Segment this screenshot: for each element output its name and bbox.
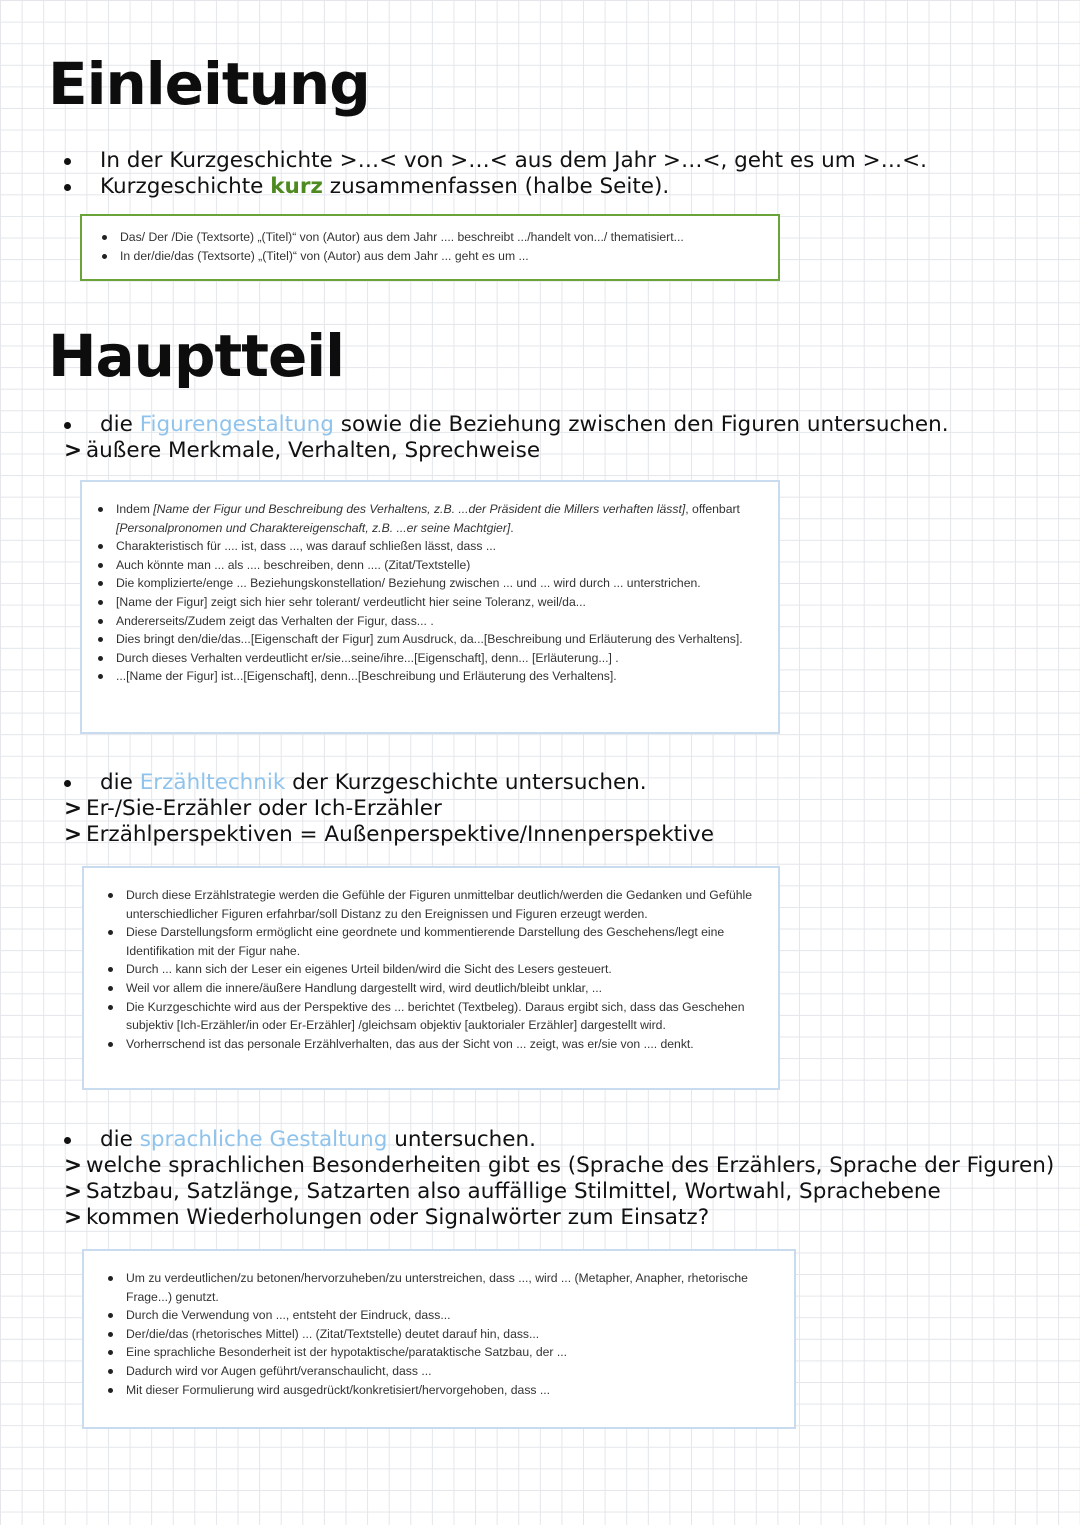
arrow-item: > welche sprachlichen Besonderheiten gibt es (Sprache des Erzählers, Sprache der Figuren) [50, 1153, 1054, 1179]
erzaehl-notes [50, 770, 714, 848]
phrase-item: In der/die/das (Textsorte) „(Titel)“ von (Autor) aus dem Jahr ... geht es um ... [120, 247, 766, 266]
heading-einleitung: Einleitung [48, 50, 370, 118]
phrase-item: Indem [Name der Figur und Beschreibung des Verhaltens, z.B. ...der Präsident die Millers verhaften lässt], offenbart [Personalpronomen und Charaktereigenschaft, z.B. ...er seine Machtgier]. [116, 500, 762, 537]
phrase-item: ...[Name der Figur] ist...[Eigenschaft], denn...[Beschreibung und Erläuterung des Verhaltens]. [116, 667, 762, 686]
erzaehl-phrase-box [82, 866, 780, 1090]
phrase-list [116, 500, 762, 686]
phrase-item: Charakteristisch für .... ist, dass ..., was darauf schließen lässt, dass ... [116, 537, 762, 556]
phrase-item: Durch die Verwendung von ..., entsteht der Eindruck, dass... [126, 1306, 778, 1325]
heading-hauptteil: Hauptteil [48, 322, 345, 390]
phrase-item: Durch ... kann sich der Leser ein eigenes Urteil bilden/wird die Sicht des Lesers gesteuert. [126, 960, 762, 979]
sprache-notes [50, 1127, 1054, 1231]
phrase-item: Vorherrschend ist das personale Erzählverhalten, das aus der Sicht von ... zeigt, was er/sie von .... denkt. [126, 1035, 762, 1054]
phrase-item: Auch könnte man ... als .... beschreiben, denn .... (Zitat/Textstelle) [116, 556, 762, 575]
note-item: die Erzähltechnik der Kurzgeschichte untersuchen. [50, 770, 714, 796]
note-item: die sprachliche Gestaltung untersuchen. [50, 1127, 1054, 1153]
phrase-list [126, 1269, 778, 1399]
phrase-item: Durch dieses Verhalten verdeutlicht er/sie...seine/ihre...[Eigenschaft], denn... [Erläuterung...] . [116, 649, 762, 668]
phrase-item: Mit dieser Formulierung wird ausgedrückt/konkretisiert/hervorgehoben, dass ... [126, 1381, 778, 1400]
note-item: In der Kurzgeschichte >…< von >…< aus dem Jahr >…<, geht es um >…<. [50, 148, 927, 174]
highlight-figurengestaltung: Figurengestaltung [139, 412, 334, 437]
phrase-item: Dadurch wird vor Augen geführt/veranschaulicht, dass ... [126, 1362, 778, 1381]
arrow-item: > Er-/Sie-Erzähler oder Ich-Erzähler [50, 796, 714, 822]
phrase-item: Weil vor allem die innere/äußere Handlung dargestellt wird, wird deutlich/bleibt unklar, ... [126, 979, 762, 998]
einleitung-notes [50, 148, 927, 200]
phrase-item: Diese Darstellungsform ermöglicht eine geordnete und kommentierende Darstellung des Geschehens/legt eine Identifikation mit der Figur nahe. [126, 923, 762, 960]
note-item: die Figurengestaltung sowie die Beziehung zwischen den Figuren untersuchen. [50, 412, 949, 438]
phrase-item: Dies bringt den/die/das...[Eigenschaft der Figur] zum Ausdruck, da...[Beschreibung und Erläuterung des Verhaltens]. [116, 630, 762, 649]
figuren-notes [50, 412, 949, 464]
highlight-erzaehltechnik: Erzähltechnik [139, 770, 286, 795]
arrow-item: > kommen Wiederholungen oder Signalwörter zum Einsatz? [50, 1205, 1054, 1231]
phrase-list [126, 886, 762, 1053]
arrow-item: > Erzählperspektiven = Außenperspektive/Innenperspektive [50, 822, 714, 848]
phrase-item: Um zu verdeutlichen/zu betonen/hervorzuheben/zu unterstreichen, dass ..., wird ... (Metapher, Anapher, rhetorische Frage...) genutzt. [126, 1269, 778, 1306]
phrase-item: Eine sprachliche Besonderheit ist der hypotaktische/parataktische Satzbau, der ... [126, 1343, 778, 1362]
arrow-item: > Satzbau, Satzlänge, Satzarten also auffällige Stilmittel, Wortwahl, Sprachebene [50, 1179, 1054, 1205]
phrase-item: Der/die/das (rhetorisches Mittel) ... (Zitat/Textstelle) deutet darauf hin, dass... [126, 1325, 778, 1344]
einleitung-phrase-box [80, 214, 780, 281]
sprache-phrase-box [82, 1249, 796, 1429]
highlight-kurz: kurz [270, 174, 323, 199]
phrase-item: Die komplizierte/enge ... Beziehungskonstellation/ Beziehung zwischen ... und ... wird durch ... unterstrichen. [116, 574, 762, 593]
note-item: Kurzgeschichte kurz zusammenfassen (halbe Seite). [50, 174, 927, 200]
phrase-list [120, 228, 766, 265]
figuren-phrase-box [80, 480, 780, 734]
phrase-item: Andererseits/Zudem zeigt das Verhalten der Figur, dass... . [116, 612, 762, 631]
phrase-item: Das/ Der /Die (Textsorte) „(Titel)“ von (Autor) aus dem Jahr .... beschreibt .../handelt von.../ thematisiert... [120, 228, 766, 247]
phrase-item: [Name der Figur] zeigt sich hier sehr tolerant/ verdeutlicht hier seine Toleranz, weil/da... [116, 593, 762, 612]
arrow-item: > äußere Merkmale, Verhalten, Sprechweise [50, 438, 949, 464]
highlight-sprachliche-gestaltung: sprachliche Gestaltung [139, 1127, 388, 1152]
phrase-item: Durch diese Erzählstrategie werden die Gefühle der Figuren unmittelbar deutlich/werden die Gedanken und Gefühle unterschiedlicher Figuren erfahrbar/soll Distanz zu den Ereignissen und Figuren erzeugt werden. [126, 886, 762, 923]
phrase-item: Die Kurzgeschichte wird aus der Perspektive des ... berichtet (Textbeleg). Daraus ergibt sich, dass das Geschehen subjektiv [Ich-Erzähler/in oder Er-Erzähler] /gleichsam objektiv [auktorialer Erzähler] dargestellt wird. [126, 998, 762, 1035]
